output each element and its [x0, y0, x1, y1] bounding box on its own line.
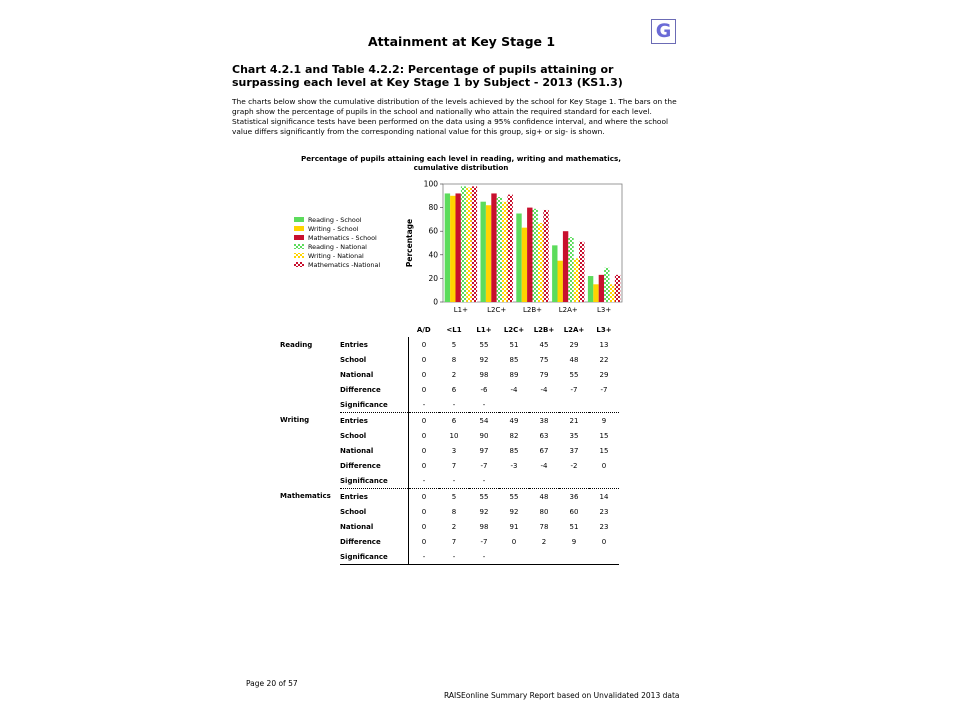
table-cell: -7: [570, 385, 578, 394]
row-label: Difference: [340, 537, 381, 546]
bar: [522, 228, 527, 302]
row-label: Entries: [340, 489, 409, 505]
table-cell: 15: [599, 431, 609, 440]
table-cell: 51: [569, 522, 579, 531]
bar: [481, 202, 486, 302]
table-cell: 91: [509, 522, 519, 531]
table-cell: 0: [409, 534, 440, 549]
chart-heading: Chart 4.2.1 and Table 4.2.2: Percentage of pupils attaining or surpassing each level at Key Stage 1 by Subject - 2013 (KS1.3): [232, 63, 623, 89]
bar: [588, 276, 593, 302]
table-cell: -2: [570, 461, 578, 470]
table-cell: 79: [539, 370, 549, 379]
row-label: National: [340, 522, 374, 531]
bar: [574, 258, 579, 302]
table-row: [280, 519, 619, 534]
chart-title: Percentage of pupils attaining each level in reading, writing and mathematics, cumulative distribution: [301, 154, 621, 172]
table-row: [280, 413, 619, 429]
table-cell: 8: [451, 507, 457, 516]
bar: [497, 197, 502, 302]
table-row: [280, 367, 619, 382]
table-cell: -: [469, 549, 499, 565]
group-spacer: [280, 504, 340, 519]
table-cell: -7: [600, 385, 608, 394]
page-title: Attainment at Key Stage 1: [368, 34, 556, 49]
table-cell: 0: [601, 461, 607, 470]
report-footer: RAISEonline Summary Report based on Unvalidated 2013 data: [444, 691, 680, 700]
column-header: L2B+: [533, 325, 555, 334]
legend-label: Reading - National: [308, 243, 367, 251]
table-cell: 0: [511, 537, 517, 546]
table-cell: 21: [559, 413, 589, 429]
table-header-row: [280, 322, 619, 337]
row-label: Entries: [340, 413, 409, 429]
row-label: Significance: [340, 549, 409, 565]
bar: [615, 275, 620, 302]
bar: [568, 237, 573, 302]
table-cell: 15: [599, 446, 609, 455]
bar: [450, 196, 455, 302]
table-cell: 90: [479, 431, 489, 440]
legend-swatch: [294, 262, 304, 267]
table-row: [280, 337, 619, 352]
row-label: National: [340, 446, 374, 455]
table-cell: 78: [539, 522, 549, 531]
table-cell: 89: [509, 370, 519, 379]
column-header: A/D: [416, 325, 431, 334]
table-cell: -6: [480, 385, 488, 394]
group-spacer: [280, 443, 340, 458]
table-cell: 60: [569, 507, 579, 516]
bar: [599, 275, 604, 302]
table-cell: 49: [499, 413, 529, 429]
bar: [563, 231, 568, 302]
page-number: Page 20 of 57: [246, 679, 298, 688]
column-header: L1+: [476, 325, 492, 334]
row-label: Significance: [340, 476, 388, 485]
table-row: [280, 382, 619, 397]
table-cell: 0: [409, 443, 440, 458]
table-cell: 55: [569, 370, 579, 379]
y-tick-label: 80: [428, 203, 438, 213]
table-cell: 92: [479, 355, 489, 364]
x-tick-label: L3+: [596, 306, 612, 314]
table-cell: [529, 397, 559, 413]
table-row: [280, 504, 619, 519]
table-cell: -4: [540, 385, 548, 394]
table-cell: [499, 473, 529, 489]
column-header: <L1: [446, 325, 462, 334]
group-spacer: [280, 397, 340, 413]
table-cell: 51: [509, 340, 519, 349]
table-cell: -4: [540, 461, 548, 470]
table-cell: 80: [539, 507, 549, 516]
table-cell: 9: [571, 537, 577, 546]
y-tick-label: 40: [428, 250, 438, 260]
group-spacer: [280, 352, 340, 367]
row-label: School: [340, 507, 367, 516]
table-cell: [589, 473, 619, 489]
table-cell: 92: [509, 507, 519, 516]
table-cell: -7: [480, 461, 488, 470]
row-label: Difference: [340, 461, 381, 470]
table-cell: [529, 549, 559, 565]
bar: [466, 188, 471, 302]
table-row: [280, 473, 619, 489]
table-row: [280, 428, 619, 443]
row-label: Difference: [340, 385, 381, 394]
legend-label: Reading - School: [308, 216, 362, 224]
legend-swatch: [294, 235, 304, 240]
bar: [552, 245, 557, 302]
row-label: Significance: [340, 400, 388, 409]
table-cell: 5: [439, 489, 469, 505]
table-cell: -: [452, 476, 456, 485]
table-cell: 0: [409, 489, 440, 505]
table-cell: 7: [451, 537, 457, 546]
y-axis-label: Percentage: [405, 218, 414, 268]
table-cell: [499, 549, 529, 565]
table-cell: 0: [409, 458, 440, 473]
table-cell: 0: [409, 519, 440, 534]
bar: [579, 242, 584, 302]
table-cell: 23: [599, 507, 609, 516]
table-cell: -3: [510, 461, 518, 470]
column-header: L3+: [596, 325, 612, 334]
table-cell: -: [409, 397, 440, 413]
table-cell: 23: [599, 522, 609, 531]
table-cell: 0: [409, 337, 440, 352]
header-spacer: [340, 322, 409, 337]
group-spacer: [280, 549, 340, 565]
legend-label: Writing - National: [308, 252, 364, 260]
table-row: [280, 458, 619, 473]
x-tick-label: L2C+: [487, 306, 507, 314]
table-cell: 2: [451, 370, 457, 379]
table-cell: [589, 549, 619, 565]
table-cell: 29: [569, 340, 579, 349]
group-spacer: [280, 519, 340, 534]
bar: [533, 209, 538, 302]
table-cell: 63: [539, 431, 549, 440]
table-cell: 35: [569, 431, 579, 440]
table-cell: [529, 473, 559, 489]
table-cell: 2: [451, 522, 457, 531]
table-cell: -: [452, 400, 456, 409]
table-cell: 29: [599, 370, 609, 379]
table-row: [280, 443, 619, 458]
table-cell: 0: [409, 367, 440, 382]
attainment-chart: [286, 172, 636, 320]
table-cell: -4: [510, 385, 518, 394]
x-tick-label: L1+: [453, 306, 469, 314]
row-label: Entries: [340, 340, 368, 349]
row-label: National: [340, 370, 374, 379]
table-cell: 6: [451, 385, 457, 394]
table-cell: [559, 397, 589, 413]
table-cell: -: [482, 400, 486, 409]
column-header: L2C+: [503, 325, 525, 334]
table-row: [280, 397, 619, 413]
table-cell: 3: [451, 446, 457, 455]
table-cell: 98: [479, 522, 489, 531]
group-spacer: [280, 382, 340, 397]
legend-label: Mathematics - School: [308, 234, 377, 242]
table-cell: 5: [451, 340, 457, 349]
bar: [445, 193, 450, 302]
group-spacer: [280, 534, 340, 549]
bar: [502, 202, 507, 302]
table-cell: 38: [529, 413, 559, 429]
table-cell: 13: [599, 340, 609, 349]
table-cell: 85: [509, 355, 519, 364]
group-label: Mathematics: [280, 492, 331, 501]
bar: [508, 195, 513, 302]
column-header: L2A+: [563, 325, 585, 334]
bar: [538, 223, 543, 302]
table-row: [280, 489, 619, 505]
table-cell: 0: [601, 537, 607, 546]
group-spacer: [280, 458, 340, 473]
group-label: Reading: [280, 340, 313, 349]
x-tick-label: L2B+: [522, 306, 543, 314]
table-cell: 85: [509, 446, 519, 455]
table-row: [280, 352, 619, 367]
table-cell: -7: [480, 537, 488, 546]
table-cell: [589, 397, 619, 413]
table-cell: 0: [409, 428, 440, 443]
y-tick-label: 20: [428, 273, 438, 283]
attainment-table: [280, 322, 619, 565]
bar: [558, 261, 563, 302]
table-cell: 22: [599, 355, 609, 364]
legend-swatch: [294, 226, 304, 231]
legend-swatch: [294, 244, 304, 249]
y-tick-label: 0: [433, 297, 438, 307]
bar: [461, 186, 466, 302]
table-cell: -: [409, 549, 440, 565]
table-cell: 0: [409, 504, 440, 519]
legend-label: Mathematics -National: [308, 261, 381, 269]
bar: [456, 193, 461, 302]
table-cell: 7: [451, 461, 457, 470]
group-spacer: [280, 473, 340, 489]
table-cell: 55: [479, 340, 489, 349]
x-tick-label: L2A+: [558, 306, 578, 314]
table-cell: 14: [589, 489, 619, 505]
row-label: School: [340, 431, 367, 440]
bar: [491, 193, 496, 302]
bar: [610, 284, 615, 302]
table-cell: 48: [569, 355, 579, 364]
table-row: [280, 534, 619, 549]
table-cell: -: [439, 549, 469, 565]
y-tick-label: 60: [428, 226, 438, 236]
table-cell: 75: [539, 355, 549, 364]
legend-label: Writing - School: [308, 225, 359, 233]
header-spacer: [280, 322, 340, 337]
section-badge: G: [651, 19, 676, 44]
bar: [486, 205, 491, 302]
table-cell: 45: [539, 340, 549, 349]
group-spacer: [280, 428, 340, 443]
legend-swatch: [294, 253, 304, 258]
table-cell: 10: [449, 431, 459, 440]
table-cell: 55: [469, 489, 499, 505]
table-row: [280, 549, 619, 565]
table-cell: [559, 549, 589, 565]
bar: [604, 268, 609, 302]
table-cell: -: [482, 476, 486, 485]
table-cell: 0: [409, 382, 440, 397]
table-cell: 92: [479, 507, 489, 516]
table-cell: 0: [409, 352, 440, 367]
bar: [527, 208, 532, 302]
group-label: Writing: [280, 416, 310, 425]
group-spacer: [280, 367, 340, 382]
table-cell: 97: [479, 446, 489, 455]
table-cell: [559, 473, 589, 489]
bar: [472, 186, 477, 302]
table-cell: 98: [479, 370, 489, 379]
legend-swatch: [294, 217, 304, 222]
table-cell: 6: [439, 413, 469, 429]
table-cell: 67: [539, 446, 549, 455]
table-cell: 37: [569, 446, 579, 455]
table-cell: [499, 397, 529, 413]
table-cell: 0: [409, 413, 440, 429]
table-cell: -: [409, 473, 440, 489]
table-cell: 8: [451, 355, 457, 364]
table-cell: 82: [509, 431, 519, 440]
intro-paragraph: The charts below show the cumulative distribution of the levels achieved by the school for Key Stage 1. The bars on the graph show the percentage of pupils in the school and nationally who attain the required standard for each level. Statistical significance tests have been performed on the data using a 95% confidence interval, and where the school value differs significantly from the corresponding national value for this group, sig+ or sig- is shown.: [232, 97, 677, 136]
y-tick-label: 100: [423, 179, 438, 189]
bar: [593, 284, 598, 302]
table-cell: 2: [541, 537, 547, 546]
table-cell: 9: [589, 413, 619, 429]
bar: [516, 214, 521, 303]
table-cell: 48: [529, 489, 559, 505]
table-cell: 55: [499, 489, 529, 505]
row-label: School: [340, 355, 367, 364]
bar: [543, 210, 548, 302]
table-cell: 36: [559, 489, 589, 505]
table-cell: 54: [469, 413, 499, 429]
